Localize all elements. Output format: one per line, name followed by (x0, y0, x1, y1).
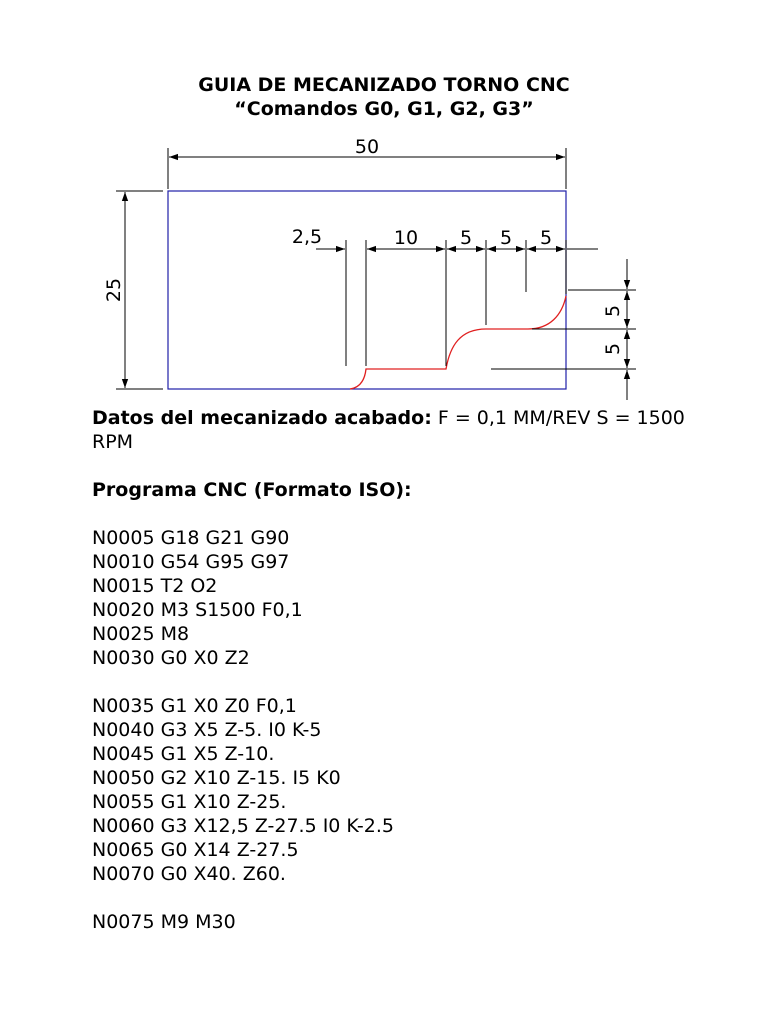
dim-overall-height: 25 (103, 277, 125, 303)
document-body (92, 406, 692, 934)
program-line: N0015 T2 O2 (92, 575, 218, 597)
program-line: N0060 G3 X12,5 Z-27.5 I0 K-2.5 (92, 815, 394, 837)
dim-overall-length: 50 (354, 136, 380, 158)
machining-data (92, 406, 692, 454)
program-line: N0025 M8 (92, 623, 190, 645)
program-line: N0075 M9 M30 (92, 911, 236, 933)
program-line: N0005 G18 G21 G90 (92, 527, 290, 549)
program-line: N0045 G1 X5 Z-10. (92, 743, 275, 765)
program-line: N0035 G1 X0 Z0 F0,1 (92, 695, 297, 717)
program-block-end (92, 910, 692, 934)
dim-step-lower: 5 (602, 342, 624, 356)
program-line: N0040 G3 X5 Z-5. I0 K-5 (92, 719, 322, 741)
dim-seg-b: 10 (393, 227, 419, 249)
dim-seg-d: 5 (499, 227, 513, 249)
program-block-setup (92, 526, 692, 670)
lathe-part-drawing (0, 130, 768, 405)
program-line: N0055 G1 X10 Z-25. (92, 791, 287, 813)
stock-outline (168, 191, 566, 389)
document-title: GUIA DE MECANIZADO TORNO CNC (198, 74, 570, 96)
program-line: N0070 G0 X40. Z60. (92, 863, 286, 885)
dim-step-upper: 5 (602, 304, 624, 318)
program-block-machining (92, 694, 692, 886)
program-line: N0030 G0 X0 Z2 (92, 647, 250, 669)
dim-seg-a: 2,5 (291, 226, 323, 248)
program-heading (92, 478, 692, 502)
program-line: N0010 G54 G95 G97 (92, 551, 290, 573)
part-profile (350, 296, 566, 389)
machining-values: F = 0,1 MM/REV S = 1500 RPM (92, 407, 685, 453)
program-line: N0065 G0 X14 Z-27.5 (92, 839, 299, 861)
document-subtitle: “Comandos G0, G1, G2, G3” (234, 98, 534, 120)
program-heading-text: Programa CNC (Formato ISO): (92, 479, 412, 501)
machining-label: Datos del mecanizado acabado: (92, 407, 432, 429)
program-line: N0050 G2 X10 Z-15. I5 K0 (92, 767, 341, 789)
dim-seg-e: 5 (539, 227, 553, 249)
program-line: N0020 M3 S1500 F0,1 (92, 599, 303, 621)
dim-seg-c: 5 (459, 227, 473, 249)
